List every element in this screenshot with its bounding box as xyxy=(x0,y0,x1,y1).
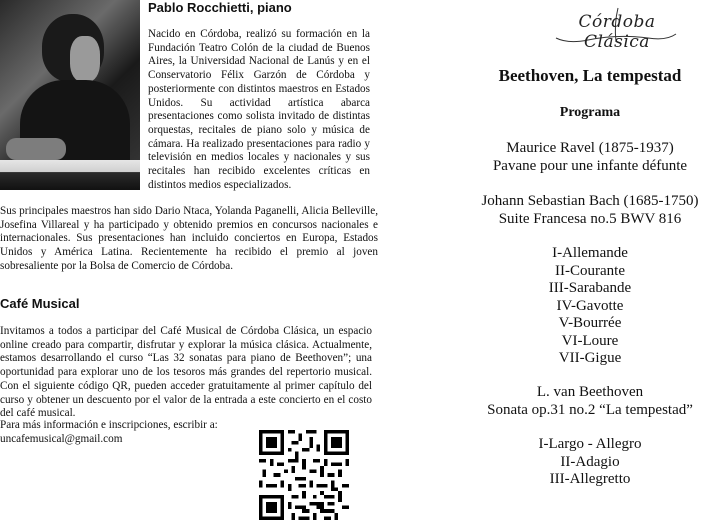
piece-ravel xyxy=(465,140,715,175)
qr-code-icon[interactable] xyxy=(259,430,349,520)
cafe-contact xyxy=(0,419,218,446)
movement: VI-Loure xyxy=(561,332,619,349)
piece-composer: L. van Beethoven xyxy=(536,384,644,400)
bio-paragraph-1: Nacido en Córdoba, realizó su formación en la Fundación Teatro Colón de la ciudad de Buenos Aires, la Universidad Nacional de Lanús y en el Conservatorio Félix Garzón de Córdoba y posteriormente con distintos maestros en Estados Unidos. Su actividad artística abarca presentaciones como solista invitado de distintas orquestas, recitales de piano solo y música de cámara. Ha realizado presentaciones para radio y televisión en medios locales y nacionales y sus recitales han recibido excelentes críticas en distintos medios especializados. xyxy=(148,28,370,191)
movement: I-Largo - Allegro xyxy=(538,436,642,452)
movement: II-Courante xyxy=(555,262,625,279)
piece-composer: Maurice Ravel (1875-1937) xyxy=(506,140,674,156)
contact-line: Para más información e inscripciones, escribir a: xyxy=(0,419,218,431)
piece-beethoven xyxy=(465,384,715,419)
cafe-musical-text: Invitamos a todos a participar del Café Musical de Córdoba Clásica, un espacio online creado para compartir, disfrutar y explorar la música clásica. Actualmente, estamos desarrollando el curso “Las 32 sonatas para piano de Beethoven”; una oportunidad para explorar uno de los tesoros más grandes del repertorio musical. Con el siguiente código QR, pueden acceder gratuitamente al primer capítulo del curso y obtener un descuento por el valor de la entrada a este concierto en el costo del café musical. xyxy=(0,325,372,420)
piece-bach xyxy=(465,193,715,228)
bach-movements xyxy=(465,245,715,368)
movement: III-Allegretto xyxy=(549,471,631,487)
photo-face-shape xyxy=(70,36,100,82)
movement: IV-Gavotte xyxy=(556,297,624,314)
contact-email[interactable]: uncafemusical@gmail.com xyxy=(0,432,123,445)
movement: III-Sarabande xyxy=(548,280,632,296)
pianist-photo xyxy=(0,0,140,190)
movement: I-Allemande xyxy=(552,245,628,261)
movement: VII-Gigue xyxy=(558,350,622,366)
program-heading: Programa xyxy=(559,105,621,120)
beethoven-movements xyxy=(465,436,715,489)
photo-piano-shape xyxy=(0,160,140,190)
piece-work: Suite Francesa no.5 BWV 816 xyxy=(498,210,682,227)
pianist-name: Pablo Rocchietti, piano xyxy=(148,0,292,15)
piece-work: Sonata op.31 no.2 “La tempestad” xyxy=(487,401,693,418)
piece-work: Pavane pour une infante défunte xyxy=(492,157,688,174)
photo-hands-shape xyxy=(6,138,66,160)
movement: V-Bourrée xyxy=(558,315,622,331)
bio-paragraph-2: Sus principales maestros han sido Dario Ntaca, Yolanda Paganelli, Alicia Belleville, Josefina Villareal y ha participado y obtenido premios en concursos nacionales e internacionales. Sus presentaciones han incluido conciertos en Europa, Estados Unidos y América Latina. Recientemente ha recibido el premio al joven sobresaliente por la Bolsa de Comercio de Córdoba. xyxy=(0,205,378,272)
piece-composer: Johann Sebastian Bach (1685-1750) xyxy=(481,193,699,209)
movement: II-Adagio xyxy=(560,453,620,470)
cafe-musical-heading: Café Musical xyxy=(0,296,80,311)
concert-title: Beethoven, La tempestad xyxy=(498,66,682,85)
logo-text: Córdoba Clásica xyxy=(578,12,656,52)
